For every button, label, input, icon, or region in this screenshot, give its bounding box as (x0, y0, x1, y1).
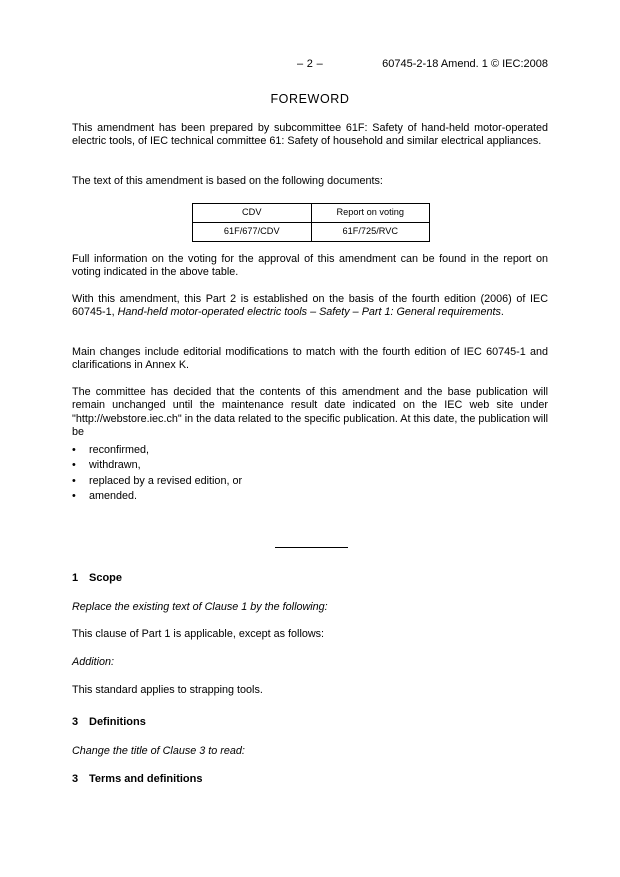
clause-title: Scope (89, 572, 123, 584)
bullet-icon: • (72, 474, 76, 487)
table-cell-cdv-value: 61F/677/CDV (193, 223, 312, 242)
page-header (72, 57, 548, 71)
instruction-change-clause-3-title: Change the title of Clause 3 to read: (72, 745, 245, 757)
bullet-icon: • (72, 459, 76, 472)
documents-table (192, 203, 430, 242)
table-header-row (193, 204, 430, 223)
basis-tail-text: . (500, 306, 504, 319)
page-number: – 2 – (297, 58, 323, 70)
clause-title: Definitions (89, 716, 146, 728)
table-header-report-on-voting: Report on voting (311, 204, 430, 223)
clause-heading-scope (72, 571, 548, 585)
list-item-label: reconfirmed, (89, 444, 150, 456)
clause-title: Terms and definitions (89, 773, 203, 785)
table-header-cdv: CDV (193, 204, 312, 223)
bullet-icon: • (72, 489, 76, 502)
paragraph-subcommittee: This amendment has been prepared by subcommittee 61F: Safety of hand-held motor-operated electric tools, of IEC technical committee 61: Safety of household and similar electrical appliances. (72, 122, 548, 148)
paragraph-basis-edition (72, 293, 548, 320)
publication-status-list (72, 443, 472, 504)
paragraph-clause-1-applicable: This clause of Part 1 is applicable, except as follows: (72, 628, 325, 640)
list-item (72, 443, 472, 458)
clause-heading-terms-and-definitions (72, 772, 548, 786)
clause-number: 3 (72, 773, 79, 785)
referenced-standard-title: Hand-held motor-operated electric tools – Safety – Part 1: General requirements (117, 306, 501, 319)
document-reference: 60745-2-18 Amend. 1 © IEC:2008 (382, 58, 548, 70)
paragraph-voting-info: Full information on the voting for the approval of this amendment can be found in the report on voting indicated in the above table. (72, 253, 548, 279)
list-item (72, 489, 472, 504)
instruction-replace-clause-1: Replace the existing text of Clause 1 by the following: (72, 601, 328, 613)
section-divider (275, 547, 348, 548)
page-title: FOREWORD (270, 92, 350, 106)
table-row (193, 223, 430, 242)
list-item-label: replaced by a revised edition, or (89, 474, 243, 487)
paragraph-main-changes: Main changes include editorial modifications to match with the fourth edition of IEC 60745-1 and clarifications in Annex K. (72, 346, 548, 372)
paragraph-strapping-tools: This standard applies to strapping tools. (72, 684, 263, 696)
bullet-icon: • (72, 444, 76, 456)
basis-lead-text: With this amendment, this Part 2 is established on the basis of the fourth edition (2006) of IEC 60745-1, (72, 293, 548, 319)
paragraph-committee-decision: The committee has decided that the contents of this amendment and the base publication will remain unchanged until the maintenance result date indicated on the IEC web site under "http://webstore.iec.ch" in the data related to the specific publication. At this date, the publication will be (72, 386, 548, 438)
list-item (72, 458, 472, 473)
list-item (72, 474, 472, 489)
paragraph-documents-intro: The text of this amendment is based on the following documents: (72, 175, 383, 187)
list-item-label: amended. (89, 489, 138, 502)
table-cell-rvc-value: 61F/725/RVC (311, 223, 430, 242)
list-item-label: withdrawn, (89, 459, 141, 472)
clause-heading-definitions (72, 715, 548, 729)
label-addition: Addition: (72, 656, 115, 668)
clause-number: 3 (72, 716, 79, 728)
clause-number: 1 (72, 572, 79, 584)
